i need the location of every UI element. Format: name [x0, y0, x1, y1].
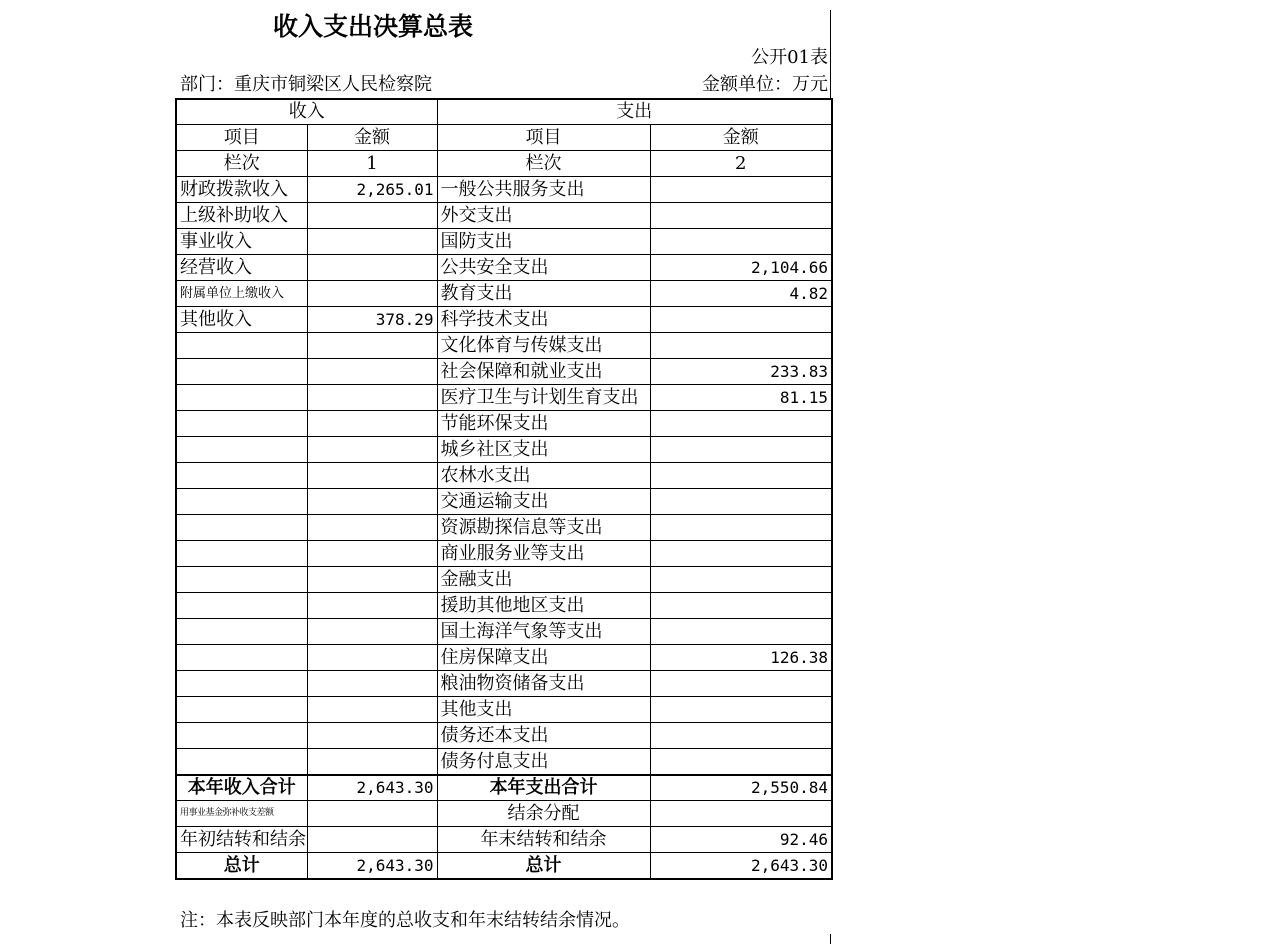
grand-total-row [176, 853, 832, 880]
expense-col-number: 2 [650, 151, 832, 177]
table-row [176, 255, 832, 281]
expense-item-cell: 科学技术支出 [437, 307, 650, 333]
expense-item-cell: 城乡社区支出 [437, 437, 650, 463]
table-row [176, 645, 832, 671]
expense-item-cell: 援助其他地区支出 [437, 593, 650, 619]
table-row [176, 515, 832, 541]
income-item-cell: 附属单位上缴收入 [176, 281, 307, 307]
column-order-row [176, 151, 832, 177]
income-item-cell: 经营收入 [176, 255, 307, 281]
fund-gap-label: 用事业基金弥补收支差额 [176, 801, 307, 827]
income-item-header: 项目 [176, 125, 307, 151]
income-amount-cell [307, 593, 437, 619]
expense-amount-cell [650, 541, 832, 567]
expense-amount-cell [650, 307, 832, 333]
table-row [176, 411, 832, 437]
fund-gap-row [176, 801, 832, 827]
carryover-row [176, 827, 832, 853]
income-item-cell [176, 411, 307, 437]
table-row [176, 177, 832, 203]
income-item-cell [176, 645, 307, 671]
expense-item-cell: 农林水支出 [437, 463, 650, 489]
income-amount-cell [307, 645, 437, 671]
income-amount-cell [307, 489, 437, 515]
expense-item-cell: 一般公共服务支出 [437, 177, 650, 203]
income-item-cell [176, 749, 307, 776]
table-row [176, 281, 832, 307]
expense-amount-cell [650, 463, 832, 489]
form-number: 公开01表 [751, 47, 828, 68]
surplus-allocation-label: 结余分配 [437, 801, 650, 827]
table-row [176, 541, 832, 567]
table-row [176, 593, 832, 619]
income-amount-cell [307, 541, 437, 567]
income-expense-table [175, 98, 833, 880]
expense-amount-cell [650, 489, 832, 515]
income-item-cell [176, 463, 307, 489]
income-item-cell [176, 333, 307, 359]
fund-gap-value [307, 801, 437, 827]
expense-amount-cell [650, 411, 832, 437]
income-amount-header: 金额 [307, 125, 437, 151]
income-amount-cell: 2,265.01 [307, 177, 437, 203]
income-item-cell [176, 541, 307, 567]
expense-amount-cell: 2,104.66 [650, 255, 832, 281]
income-amount-cell [307, 749, 437, 776]
income-amount-cell [307, 411, 437, 437]
income-col-number: 1 [307, 151, 437, 177]
table-row [176, 307, 832, 333]
income-item-cell [176, 671, 307, 697]
grand-expense-value: 2,643.30 [650, 853, 832, 880]
expense-item-cell: 其他支出 [437, 697, 650, 723]
expense-amount-cell [650, 515, 832, 541]
expense-total-value: 2,550.84 [650, 775, 832, 801]
expense-amount-cell [650, 619, 832, 645]
expense-item-cell: 住房保障支出 [437, 645, 650, 671]
sheet-right-boundary-line-bottom [830, 934, 831, 944]
expense-total-label: 本年支出合计 [437, 775, 650, 801]
expense-amount-cell [650, 697, 832, 723]
table-row [176, 489, 832, 515]
expense-amount-cell [650, 177, 832, 203]
table-row [176, 385, 832, 411]
income-item-cell [176, 567, 307, 593]
expense-item-cell: 交通运输支出 [437, 489, 650, 515]
table-row [176, 723, 832, 749]
grand-income-label: 总计 [176, 853, 307, 880]
column-header-row [176, 125, 832, 151]
income-item-cell [176, 723, 307, 749]
income-item-cell [176, 489, 307, 515]
table-row [176, 229, 832, 255]
closing-balance-label: 年末结转和结余 [437, 827, 650, 853]
expense-item-cell: 国土海洋气象等支出 [437, 619, 650, 645]
amount-unit-label: 金额单位：万元 [702, 74, 828, 95]
expense-item-cell: 金融支出 [437, 567, 650, 593]
opening-balance-label: 年初结转和结余 [176, 827, 307, 853]
expense-amount-cell: 81.15 [650, 385, 832, 411]
income-amount-cell [307, 203, 437, 229]
income-item-cell: 其他收入 [176, 307, 307, 333]
income-item-cell [176, 697, 307, 723]
income-amount-cell [307, 281, 437, 307]
expense-item-cell: 资源勘探信息等支出 [437, 515, 650, 541]
closing-balance-value: 92.46 [650, 827, 832, 853]
expense-item-cell: 社会保障和就业支出 [437, 359, 650, 385]
expense-amount-cell: 126.38 [650, 645, 832, 671]
expense-section-header: 支出 [437, 99, 832, 125]
expense-item-cell: 节能环保支出 [437, 411, 650, 437]
section-header-row [176, 99, 832, 125]
surplus-allocation-value [650, 801, 832, 827]
sheet-right-boundary-line [830, 10, 831, 98]
income-section-header: 收入 [176, 99, 437, 125]
expense-amount-cell: 233.83 [650, 359, 832, 385]
grand-income-value: 2,643.30 [307, 853, 437, 880]
expense-item-cell: 外交支出 [437, 203, 650, 229]
income-amount-cell [307, 359, 437, 385]
income-amount-cell [307, 697, 437, 723]
expense-item-header: 项目 [437, 125, 650, 151]
table-row [176, 671, 832, 697]
footnote: 注：本表反映部门本年度的总收支和年末结转结余情况。 [180, 910, 630, 931]
income-amount-cell [307, 619, 437, 645]
income-item-cell [176, 619, 307, 645]
expense-amount-cell [650, 333, 832, 359]
table-row [176, 359, 832, 385]
income-amount-cell [307, 385, 437, 411]
table-row [176, 203, 832, 229]
expense-item-cell: 粮油物资储备支出 [437, 671, 650, 697]
expense-amount-cell: 4.82 [650, 281, 832, 307]
expense-item-cell: 文化体育与传媒支出 [437, 333, 650, 359]
income-amount-cell [307, 463, 437, 489]
expense-item-cell: 国防支出 [437, 229, 650, 255]
income-item-cell: 上级补助收入 [176, 203, 307, 229]
table-row [176, 437, 832, 463]
expense-amount-header: 金额 [650, 125, 832, 151]
expense-item-cell: 教育支出 [437, 281, 650, 307]
table-row [176, 697, 832, 723]
opening-balance-value [307, 827, 437, 853]
table-row [176, 749, 832, 776]
table-row [176, 463, 832, 489]
expense-amount-cell [650, 723, 832, 749]
income-item-cell [176, 593, 307, 619]
expense-item-cell: 债务付息支出 [437, 749, 650, 776]
grand-expense-label: 总计 [437, 853, 650, 880]
expense-amount-cell [650, 203, 832, 229]
income-amount-cell [307, 255, 437, 281]
expense-item-cell: 债务还本支出 [437, 723, 650, 749]
expense-item-cell: 医疗卫生与计划生育支出 [437, 385, 650, 411]
income-amount-cell [307, 723, 437, 749]
expense-amount-cell [650, 567, 832, 593]
income-amount-cell [307, 333, 437, 359]
income-amount-cell [307, 229, 437, 255]
expense-amount-cell [650, 229, 832, 255]
table-row [176, 619, 832, 645]
expense-order-label: 栏次 [437, 151, 650, 177]
expense-amount-cell [650, 749, 832, 776]
income-item-cell [176, 359, 307, 385]
income-item-cell [176, 385, 307, 411]
expense-item-cell: 商业服务业等支出 [437, 541, 650, 567]
table-row [176, 333, 832, 359]
page-title: 收入支出决算总表 [272, 12, 473, 41]
income-amount-cell [307, 567, 437, 593]
expense-amount-cell [650, 437, 832, 463]
expense-amount-cell [650, 671, 832, 697]
table-row [176, 567, 832, 593]
expense-item-cell: 公共安全支出 [437, 255, 650, 281]
income-item-cell [176, 515, 307, 541]
income-amount-cell [307, 437, 437, 463]
annual-total-row [176, 775, 832, 801]
income-total-value: 2,643.30 [307, 775, 437, 801]
income-item-cell: 财政拨款收入 [176, 177, 307, 203]
income-total-label: 本年收入合计 [176, 775, 307, 801]
income-item-cell [176, 437, 307, 463]
income-item-cell: 事业收入 [176, 229, 307, 255]
income-amount-cell [307, 671, 437, 697]
expense-amount-cell [650, 593, 832, 619]
income-amount-cell [307, 515, 437, 541]
income-amount-cell: 378.29 [307, 307, 437, 333]
department-label: 部门：重庆市铜梁区人民检察院 [180, 74, 432, 95]
income-order-label: 栏次 [176, 151, 307, 177]
